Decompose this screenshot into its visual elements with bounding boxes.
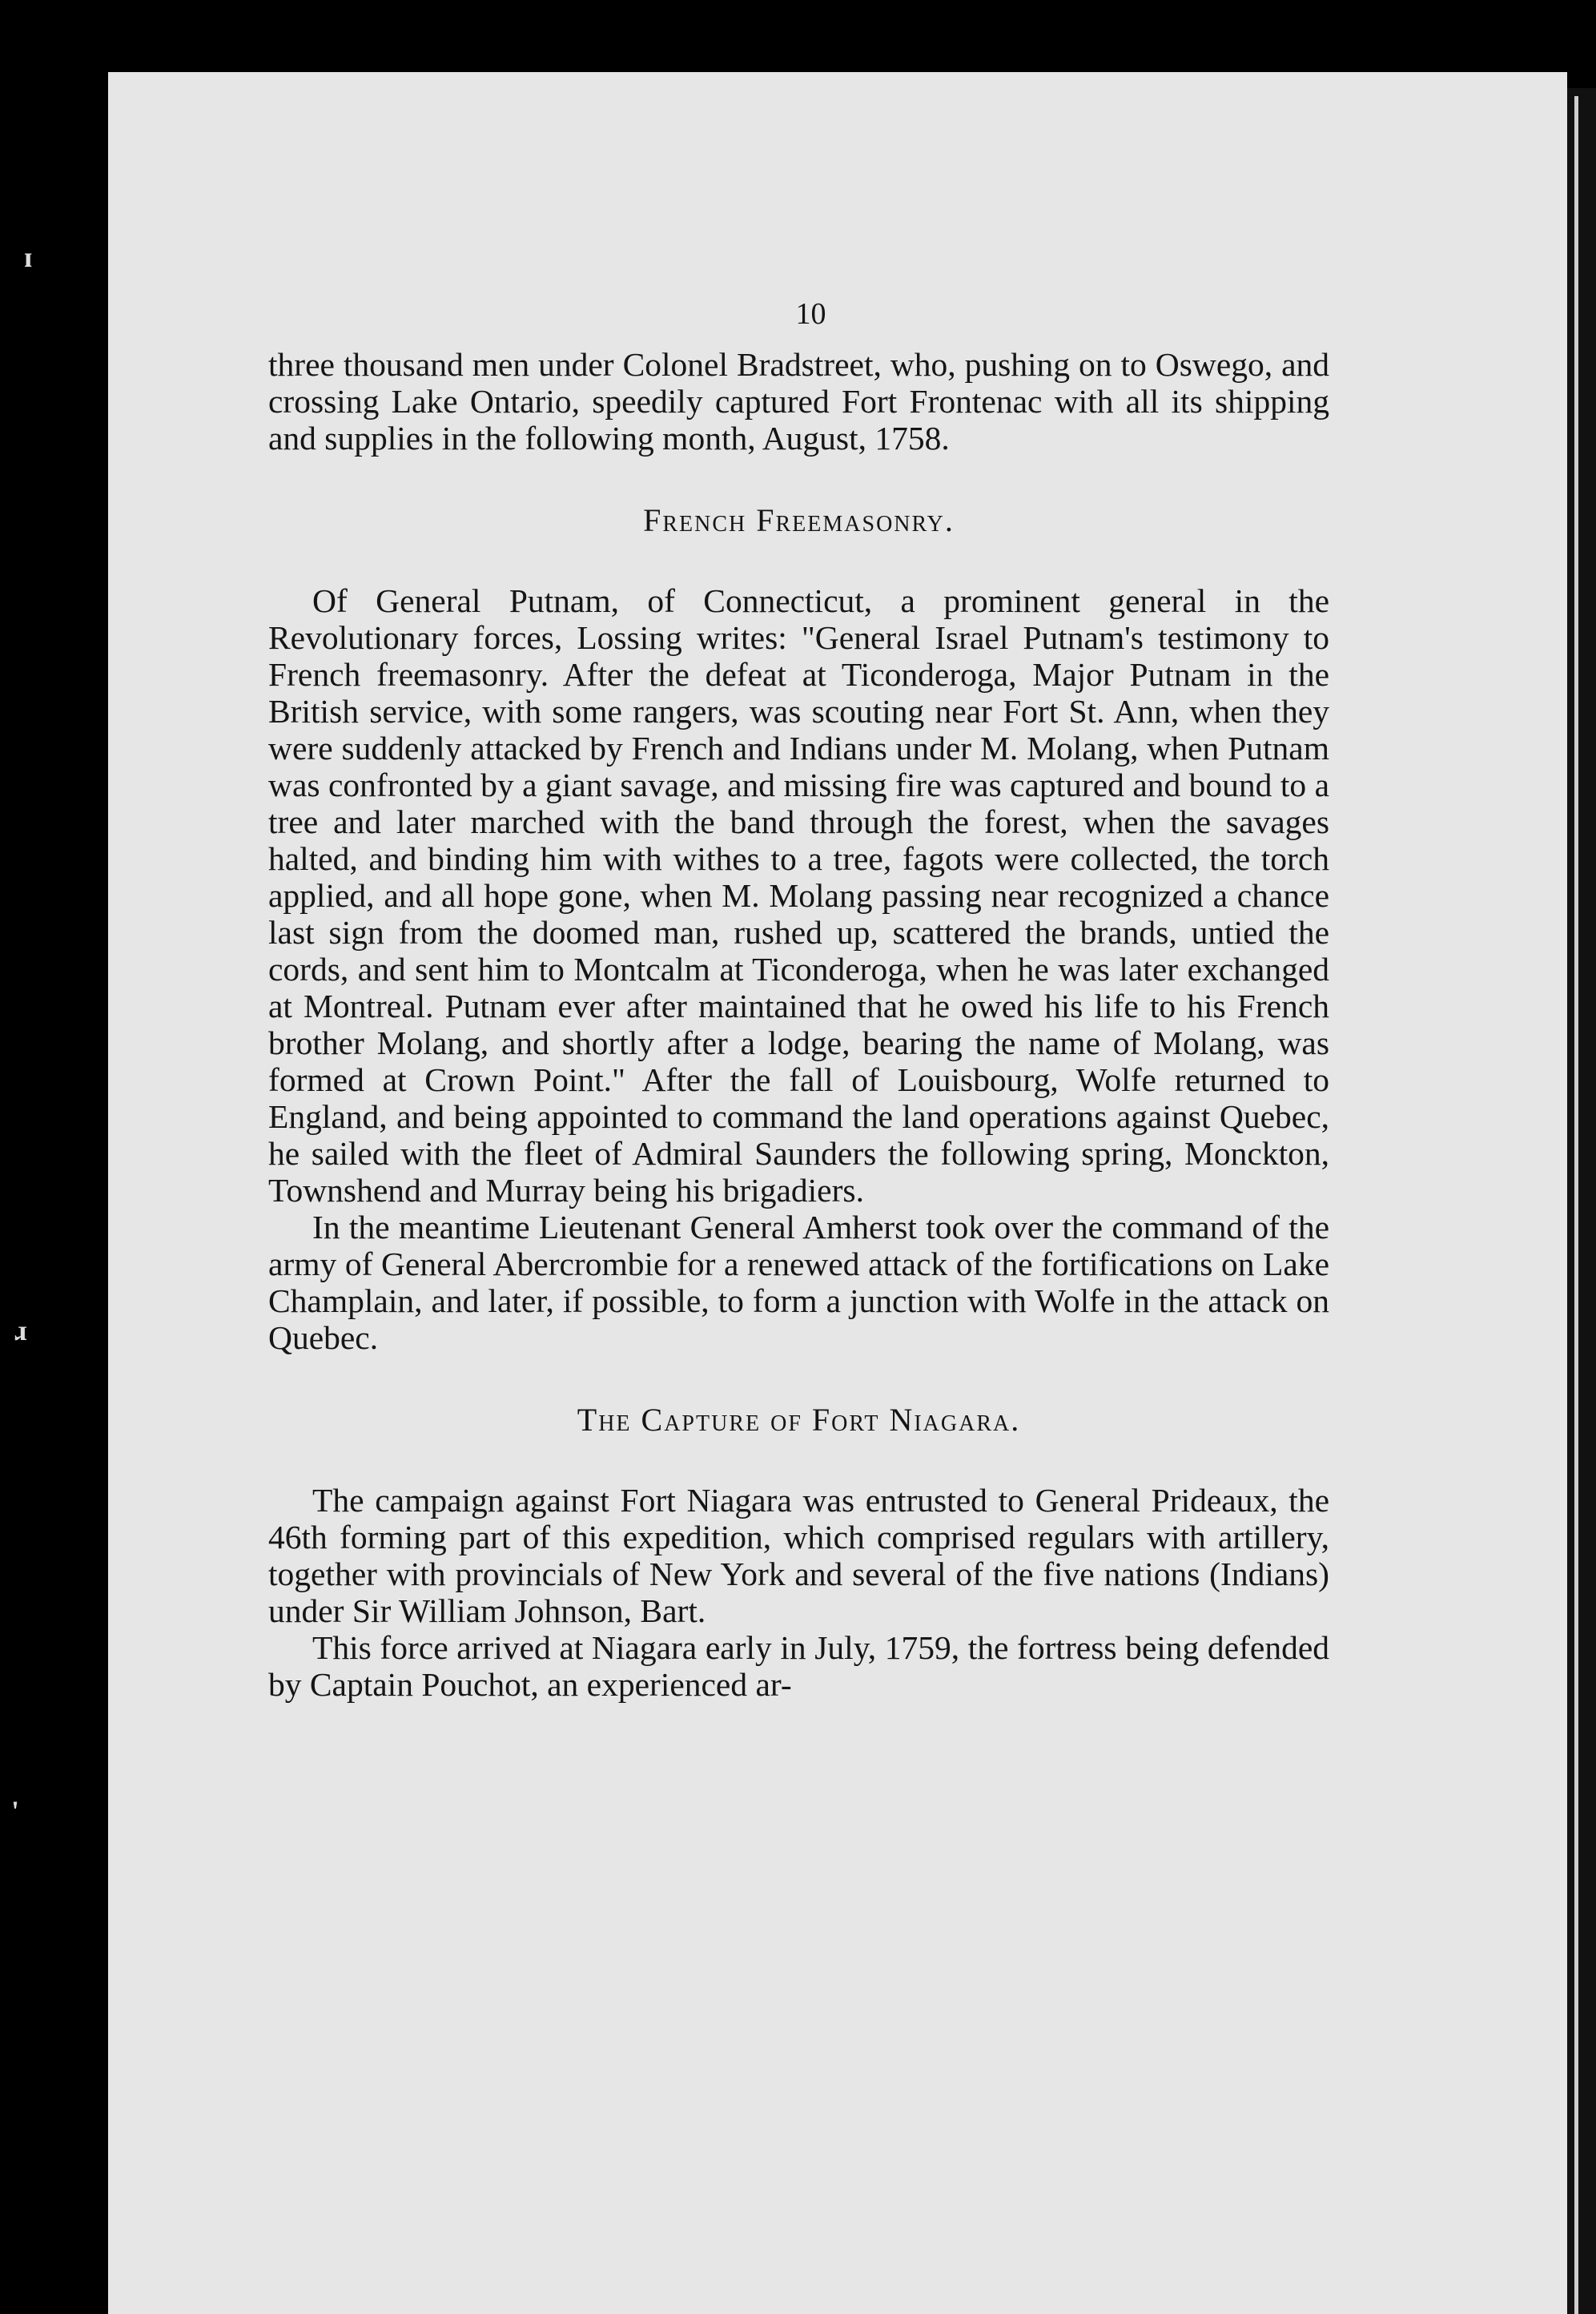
scan-artifact-mark: ɹ [14, 1314, 27, 1346]
section-heading-french-freemasonry: French Freemasonry. [643, 502, 955, 538]
body-paragraph: This force arrived at Niagara early in July, 1759, the fortress being defended by Captain Pouchot, an experienced ar- [268, 1629, 1329, 1703]
body-paragraph: The campaign against Fort Niagara was entrusted to General Prideaux, the 46th forming part of this expedition, which comprised regulars with artillery, together with provincials of New York and several of the five nations (Indians) under Sir William Johnson, Bart. [268, 1482, 1329, 1629]
body-paragraph: In the meantime Lieutenant General Amherst took over the command of the army of General Abercrombie for a renewed attack of the fortifications on Lake Champlain, and later, if possible, to form a junction with Wolfe in the attack on Quebec. [268, 1209, 1329, 1356]
page-number: 10 [795, 297, 826, 331]
page-content [268, 296, 1329, 1703]
page-edge-shadow [1567, 88, 1596, 2314]
page-edge-line [1574, 96, 1578, 2314]
body-paragraph: Of General Putnam, of Connecticut, a prominent general in the Revolutionary forces, Lossing writes: "General Israel Putnam's testimony to French freemasonry. After the defeat at Ticonderoga, Major Putnam in the British service, with some rangers, was scouting near Fort St. Ann, when they were suddenly attacked by French and Indians under M. Molang, when Putnam was confronted by a giant savage, and missing fire was captured and bound to a tree and later marched with the band through the forest, when the savages halted, and binding him with withes to a tree, fagots were collected, the torch applied, and all hope gone, when M. Molang passing near recognized a chance last sign from the doomed man, rushed up, scattered the brands, untied the cords, and sent him to Montcalm at Ticonderoga, when he was later exchanged at Montreal. Putnam ever after maintained that he owed his life to his French brother Molang, and shortly after a lodge, bearing the name of Molang, was formed at Crown Point." After the fall of Louisbourg, Wolfe returned to England, and being appointed to command the land operations against Quebec, he sailed with the fleet of Admiral Saunders the following spring, Monckton, Townshend and Murray being his brigadiers. [268, 582, 1329, 1209]
intro-paragraph: three thousand men under Colonel Bradstreet, who, pushing on to Oswego, and crossing Lake Ontario, speedily captured Fort Frontenac with all its shipping and supplies in the following month, August, 1758. [268, 346, 1329, 457]
section-heading-capture-of-fort-niagara: The Capture of Fort Niagara. [577, 1402, 1021, 1438]
scan-artifact-mark: ɪ [24, 241, 33, 273]
scan-artifact-mark: ' [11, 1795, 20, 1827]
